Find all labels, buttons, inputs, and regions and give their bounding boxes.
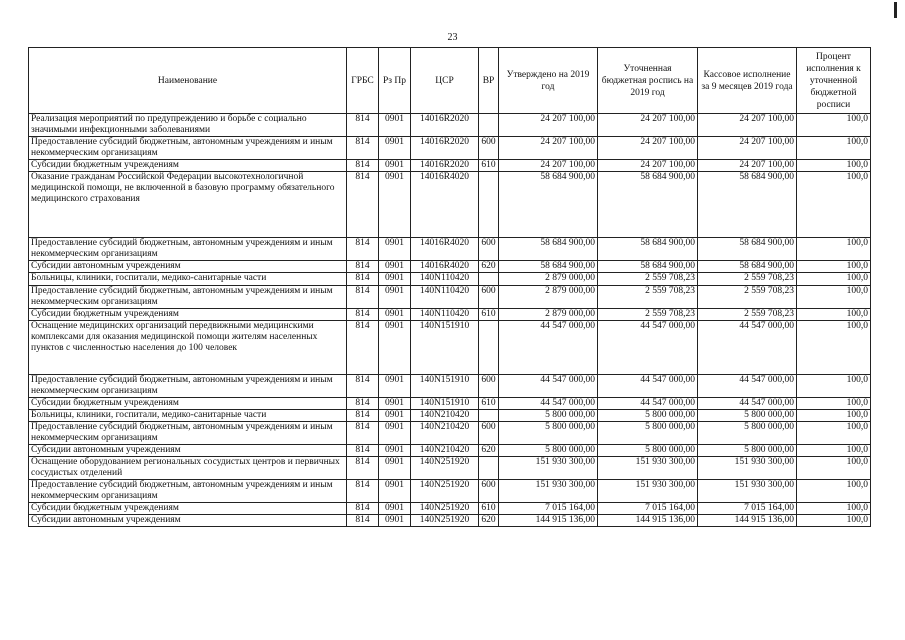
cell-approved: 151 930 300,00: [499, 480, 598, 503]
cell-grbs: 814: [347, 114, 379, 137]
cell-csr: 140N110420: [411, 273, 479, 286]
cell-csr: 140N151910: [411, 375, 479, 398]
cell-vr: 620: [479, 261, 499, 273]
cell-name: Субсидии автономным учреждениям: [29, 445, 347, 457]
cell-cash: 58 684 900,00: [698, 238, 797, 261]
table-row: [29, 503, 871, 515]
cell-approved: 2 879 000,00: [499, 273, 598, 286]
cell-cash: 44 547 000,00: [698, 321, 797, 375]
budget-execution-table: [28, 47, 871, 527]
cell-name: Предоставление субсидий бюджетным, автономным учреждениям и иным некоммерческим организациям: [29, 422, 347, 445]
cell-vr: [479, 172, 499, 238]
cell-vr: 600: [479, 238, 499, 261]
cell-cash: 5 800 000,00: [698, 410, 797, 422]
cell-cash: 2 559 708,23: [698, 309, 797, 321]
cell-rzpr: 0901: [379, 422, 411, 445]
cell-csr: 140N110420: [411, 309, 479, 321]
cell-approved: 144 915 136,00: [499, 515, 598, 527]
cell-refined: 2 559 708,23: [598, 286, 698, 309]
cell-refined: 24 207 100,00: [598, 160, 698, 172]
cell-cash: 151 930 300,00: [698, 480, 797, 503]
cell-vr: [479, 114, 499, 137]
cell-approved: 5 800 000,00: [499, 445, 598, 457]
cell-grbs: 814: [347, 321, 379, 375]
cell-vr: 610: [479, 160, 499, 172]
cell-rzpr: 0901: [379, 114, 411, 137]
cell-name: Оказание гражданам Российской Федерации высокотехнологичной медицинской помощи, не включенной в базовую программу обязательного медицинского страхования: [29, 172, 347, 238]
cell-refined: 58 684 900,00: [598, 172, 698, 238]
cell-grbs: 814: [347, 137, 379, 160]
cell-grbs: 814: [347, 286, 379, 309]
cell-cash: 2 559 708,23: [698, 286, 797, 309]
table-row: [29, 480, 871, 503]
cell-cash: 144 915 136,00: [698, 515, 797, 527]
table-row: [29, 422, 871, 445]
cell-vr: 610: [479, 309, 499, 321]
cell-percent: 100,0: [797, 172, 871, 238]
cell-percent: 100,0: [797, 457, 871, 480]
cell-rzpr: 0901: [379, 286, 411, 309]
cell-percent: 100,0: [797, 309, 871, 321]
cell-percent: 100,0: [797, 503, 871, 515]
cell-rzpr: 0901: [379, 445, 411, 457]
cell-approved: 58 684 900,00: [499, 238, 598, 261]
cell-cash: 7 015 164,00: [698, 503, 797, 515]
cell-rzpr: 0901: [379, 321, 411, 375]
cell-name: Субсидии автономным учреждениям: [29, 515, 347, 527]
table-row: [29, 114, 871, 137]
cell-approved: 151 930 300,00: [499, 457, 598, 480]
cell-csr: 14016R2020: [411, 160, 479, 172]
cell-name: Предоставление субсидий бюджетным, автономным учреждениям и иным некоммерческим организациям: [29, 238, 347, 261]
header-grbs: ГРБС: [347, 48, 379, 114]
cell-name: Субсидии бюджетным учреждениям: [29, 503, 347, 515]
cell-grbs: 814: [347, 172, 379, 238]
cell-vr: 600: [479, 480, 499, 503]
cell-approved: 58 684 900,00: [499, 261, 598, 273]
cell-percent: 100,0: [797, 422, 871, 445]
cell-rzpr: 0901: [379, 410, 411, 422]
cell-grbs: 814: [347, 238, 379, 261]
table-row: [29, 273, 871, 286]
table-row: [29, 410, 871, 422]
cell-refined: 5 800 000,00: [598, 422, 698, 445]
cell-percent: 100,0: [797, 480, 871, 503]
cell-name: Больницы, клиники, госпитали, медико-санитарные части: [29, 410, 347, 422]
cell-csr: 140N210420: [411, 422, 479, 445]
cell-grbs: 814: [347, 309, 379, 321]
cell-grbs: 814: [347, 273, 379, 286]
cell-vr: 600: [479, 422, 499, 445]
table-row: [29, 137, 871, 160]
cell-rzpr: 0901: [379, 160, 411, 172]
table-row: [29, 445, 871, 457]
cell-cash: 24 207 100,00: [698, 114, 797, 137]
cell-name: Предоставление субсидий бюджетным, автономным учреждениям и иным некоммерческим организациям: [29, 375, 347, 398]
cell-csr: 140N251920: [411, 503, 479, 515]
table-row: [29, 457, 871, 480]
cell-vr: [479, 321, 499, 375]
cell-approved: 2 879 000,00: [499, 309, 598, 321]
table-body: [29, 114, 871, 527]
cell-refined: 24 207 100,00: [598, 137, 698, 160]
cell-grbs: 814: [347, 422, 379, 445]
scan-edge-mark: [894, 2, 897, 18]
cell-csr: 140N210420: [411, 410, 479, 422]
cell-grbs: 814: [347, 503, 379, 515]
cell-csr: 14016R2020: [411, 137, 479, 160]
cell-name: Субсидии бюджетным учреждениям: [29, 398, 347, 410]
cell-vr: 600: [479, 137, 499, 160]
cell-vr: 620: [479, 445, 499, 457]
cell-name: Субсидии бюджетным учреждениям: [29, 160, 347, 172]
header-percent: Процент исполнения к уточненной бюджетной росписи: [797, 48, 871, 114]
cell-name: Оснащение медицинских организаций передвижными медицинскими комплексами для оказания медицинской помощи жителям населенных пунктов с численностью населения до 100 человек: [29, 321, 347, 375]
cell-approved: 44 547 000,00: [499, 321, 598, 375]
cell-grbs: 814: [347, 480, 379, 503]
header-refined: Уточненная бюджетная роспись на 2019 год: [598, 48, 698, 114]
cell-approved: 7 015 164,00: [499, 503, 598, 515]
header-row: [29, 48, 871, 114]
cell-percent: 100,0: [797, 398, 871, 410]
table-row: [29, 160, 871, 172]
cell-approved: 5 800 000,00: [499, 410, 598, 422]
header-cash: Кассовое исполнение за 9 месяцев 2019 года: [698, 48, 797, 114]
cell-rzpr: 0901: [379, 457, 411, 480]
cell-approved: 24 207 100,00: [499, 114, 598, 137]
cell-grbs: 814: [347, 375, 379, 398]
cell-refined: 151 930 300,00: [598, 457, 698, 480]
cell-rzpr: 0901: [379, 261, 411, 273]
cell-approved: 24 207 100,00: [499, 137, 598, 160]
cell-refined: 2 559 708,23: [598, 309, 698, 321]
table-row: [29, 286, 871, 309]
cell-cash: 44 547 000,00: [698, 398, 797, 410]
cell-grbs: 814: [347, 261, 379, 273]
cell-vr: 600: [479, 375, 499, 398]
cell-cash: 24 207 100,00: [698, 137, 797, 160]
cell-rzpr: 0901: [379, 273, 411, 286]
cell-approved: 5 800 000,00: [499, 422, 598, 445]
cell-rzpr: 0901: [379, 137, 411, 160]
cell-rzpr: 0901: [379, 480, 411, 503]
cell-refined: 44 547 000,00: [598, 321, 698, 375]
cell-vr: 600: [479, 286, 499, 309]
cell-refined: 44 547 000,00: [598, 398, 698, 410]
cell-percent: 100,0: [797, 273, 871, 286]
table-row: [29, 375, 871, 398]
cell-grbs: 814: [347, 398, 379, 410]
cell-refined: 7 015 164,00: [598, 503, 698, 515]
table-row: [29, 321, 871, 375]
cell-refined: 24 207 100,00: [598, 114, 698, 137]
cell-name: Предоставление субсидий бюджетным, автономным учреждениям и иным некоммерческим организациям: [29, 480, 347, 503]
cell-vr: [479, 410, 499, 422]
cell-csr: 140N251920: [411, 515, 479, 527]
header-csr: ЦСР: [411, 48, 479, 114]
cell-percent: 100,0: [797, 261, 871, 273]
table-row: [29, 238, 871, 261]
cell-name: Предоставление субсидий бюджетным, автономным учреждениям и иным некоммерческим организациям: [29, 137, 347, 160]
cell-csr: 140N110420: [411, 286, 479, 309]
cell-approved: 2 879 000,00: [499, 286, 598, 309]
cell-percent: 100,0: [797, 375, 871, 398]
cell-percent: 100,0: [797, 114, 871, 137]
header-rzpr: Рз Пр: [379, 48, 411, 114]
header-approved: Утверждено на 2019 год: [499, 48, 598, 114]
cell-cash: 5 800 000,00: [698, 445, 797, 457]
cell-grbs: 814: [347, 410, 379, 422]
cell-rzpr: 0901: [379, 309, 411, 321]
cell-rzpr: 0901: [379, 398, 411, 410]
cell-name: Субсидии автономным учреждениям: [29, 261, 347, 273]
cell-percent: 100,0: [797, 238, 871, 261]
cell-csr: 14016R4020: [411, 172, 479, 238]
table-row: [29, 515, 871, 527]
cell-vr: 610: [479, 398, 499, 410]
table-row: [29, 261, 871, 273]
cell-rzpr: 0901: [379, 172, 411, 238]
cell-refined: 151 930 300,00: [598, 480, 698, 503]
cell-cash: 5 800 000,00: [698, 422, 797, 445]
cell-refined: 58 684 900,00: [598, 261, 698, 273]
cell-cash: 24 207 100,00: [698, 160, 797, 172]
cell-csr: 140N210420: [411, 445, 479, 457]
cell-refined: 2 559 708,23: [598, 273, 698, 286]
cell-rzpr: 0901: [379, 503, 411, 515]
cell-rzpr: 0901: [379, 375, 411, 398]
cell-rzpr: 0901: [379, 238, 411, 261]
cell-vr: 620: [479, 515, 499, 527]
cell-vr: [479, 273, 499, 286]
cell-percent: 100,0: [797, 137, 871, 160]
cell-percent: 100,0: [797, 515, 871, 527]
header-name: Наименование: [29, 48, 347, 114]
cell-name: Субсидии бюджетным учреждениям: [29, 309, 347, 321]
cell-percent: 100,0: [797, 160, 871, 172]
cell-approved: 58 684 900,00: [499, 172, 598, 238]
cell-refined: 58 684 900,00: [598, 238, 698, 261]
cell-cash: 151 930 300,00: [698, 457, 797, 480]
cell-csr: 140N251920: [411, 480, 479, 503]
cell-grbs: 814: [347, 457, 379, 480]
table-row: [29, 398, 871, 410]
header-vr: ВР: [479, 48, 499, 114]
cell-csr: 14016R4020: [411, 261, 479, 273]
page-number: 23: [447, 32, 458, 43]
cell-vr: [479, 457, 499, 480]
cell-approved: 44 547 000,00: [499, 375, 598, 398]
cell-percent: 100,0: [797, 321, 871, 375]
cell-csr: 140N251920: [411, 457, 479, 480]
cell-grbs: 814: [347, 445, 379, 457]
cell-percent: 100,0: [797, 286, 871, 309]
cell-vr: 610: [479, 503, 499, 515]
cell-percent: 100,0: [797, 445, 871, 457]
cell-approved: 44 547 000,00: [499, 398, 598, 410]
cell-csr: 14016R2020: [411, 114, 479, 137]
cell-name: Предоставление субсидий бюджетным, автономным учреждениям и иным некоммерческим организациям: [29, 286, 347, 309]
table-row: [29, 309, 871, 321]
cell-cash: 58 684 900,00: [698, 261, 797, 273]
cell-percent: 100,0: [797, 410, 871, 422]
cell-rzpr: 0901: [379, 515, 411, 527]
cell-cash: 58 684 900,00: [698, 172, 797, 238]
cell-refined: 44 547 000,00: [598, 375, 698, 398]
cell-grbs: 814: [347, 515, 379, 527]
cell-csr: 14016R4020: [411, 238, 479, 261]
cell-csr: 140N151910: [411, 398, 479, 410]
cell-refined: 5 800 000,00: [598, 410, 698, 422]
cell-refined: 5 800 000,00: [598, 445, 698, 457]
cell-name: Реализация мероприятий по предупреждению и борьбе с социально значимыми инфекционными заболеваниями: [29, 114, 347, 137]
cell-csr: 140N151910: [411, 321, 479, 375]
table-row: [29, 172, 871, 238]
cell-name: Больницы, клиники, госпитали, медико-санитарные части: [29, 273, 347, 286]
cell-cash: 44 547 000,00: [698, 375, 797, 398]
cell-name: Оснащение оборудованием региональных сосудистых центров и первичных сосудистых отделений: [29, 457, 347, 480]
cell-approved: 24 207 100,00: [499, 160, 598, 172]
cell-grbs: 814: [347, 160, 379, 172]
cell-refined: 144 915 136,00: [598, 515, 698, 527]
cell-cash: 2 559 708,23: [698, 273, 797, 286]
